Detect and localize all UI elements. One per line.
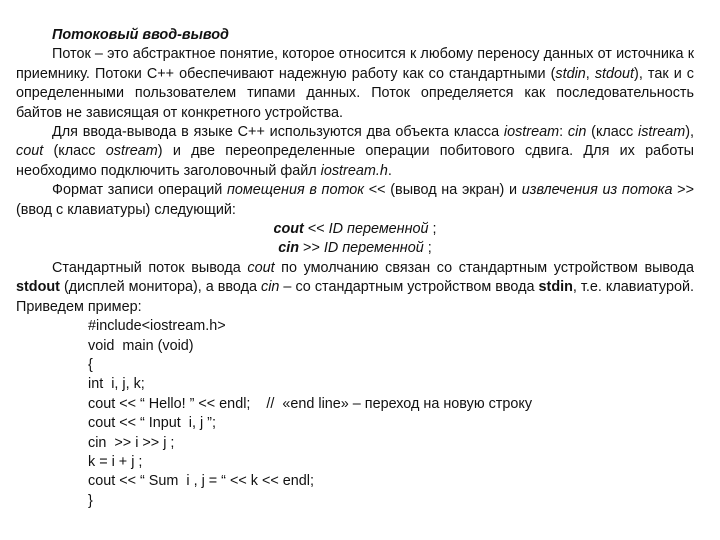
paragraph-standard-streams — [16, 259, 694, 317]
term-iostream: iostream — [503, 124, 560, 141]
paragraph-iostream-objects — [16, 123, 694, 181]
variable-id: ID переменной — [323, 240, 424, 257]
document-page — [16, 26, 694, 511]
term-ostream: ostream — [105, 143, 158, 160]
text-run: , — [585, 65, 595, 82]
term-put-to-stream: помещения в поток — [226, 182, 365, 199]
text-run: Стандартный поток вывода — [52, 259, 248, 276]
code-example — [16, 317, 694, 511]
text-run: ), — [685, 124, 695, 141]
code-line: } — [88, 492, 93, 509]
term-cout: cout — [247, 259, 275, 276]
code-line: int i, j, k; — [88, 376, 145, 393]
term-cin: cin — [567, 124, 587, 141]
code-line: cout << “ Input i, j ”; — [88, 415, 216, 432]
text-run: >> (ввод с клавиатуры) следующий: — [16, 182, 694, 218]
text-run: (класс — [586, 124, 639, 141]
text-run: Формат записи операций — [52, 182, 227, 199]
term-cout: cout — [16, 143, 44, 160]
text-run: , т.е. клавиатурой. Приведем пример: — [16, 279, 694, 315]
operator-extract: >> — [299, 240, 324, 257]
text-run: Для ввода-вывода в языке С++ используются два объекта класса — [52, 124, 504, 141]
text-run: : — [559, 124, 568, 141]
paragraph-operator-format — [16, 181, 694, 220]
text-run: . — [387, 162, 392, 179]
term-cin: cin — [261, 279, 280, 296]
term-stdin: stdin — [538, 279, 573, 296]
code-line: void main (void) — [88, 337, 194, 354]
term-stdout: stdout — [16, 279, 60, 296]
formula-cout — [16, 220, 694, 239]
terminator: ; — [423, 240, 432, 257]
operator-put: << — [303, 221, 329, 238]
term-extract-from-stream: извлечения из потока — [521, 182, 673, 199]
text-run: << (вывод на экран) и — [364, 182, 522, 199]
text-run: Поток – это абстрактное понятие, которое относится к любому переносу данных от источника к приемнику. Потоки С++ обеспечивают надежную работу как со стандартными ( — [16, 46, 694, 82]
formula-cin — [16, 239, 694, 258]
text-run: ), так и с определенными пользователем типами данных. Поток определяется как последовательность байтов не зависящая от конкретного устройства. — [16, 65, 694, 121]
keyword-cout: cout — [273, 221, 304, 238]
keyword-cin: cin — [278, 240, 300, 257]
code-line: cout << “ Hello! ” << endl; // «end line» – переход на новую строку — [88, 395, 533, 412]
text-run: (класс — [43, 143, 106, 160]
code-line: cin >> i >> j ; — [88, 434, 175, 451]
term-istream: istream — [638, 124, 686, 141]
code-line: k = i + j ; — [88, 453, 143, 470]
section-title: Потоковый ввод-вывод — [52, 27, 229, 43]
term-header-file: iostream.h — [320, 162, 388, 179]
code-line: cout << “ Sum i , j = “ << k << endl; — [88, 473, 314, 490]
code-line: { — [88, 356, 93, 373]
text-run: – со стандартным устройством ввода — [279, 279, 539, 296]
code-line: #include<iostream.h> — [88, 318, 226, 335]
terminator: ; — [428, 221, 437, 238]
text-run: (дисплей монитора), а ввода — [59, 279, 262, 296]
text-run: ) и две переопределенные операции побитового сдвига. Для их работы необходимо подключить заголовочный файл — [16, 143, 695, 179]
term-stdout: stdout — [594, 65, 635, 82]
paragraph-streams-intro — [16, 45, 694, 123]
term-stdin: stdin — [555, 65, 586, 82]
text-run: по умолчанию связан со стандартным устройством вывода — [274, 259, 694, 276]
variable-id: ID переменной — [328, 221, 429, 238]
